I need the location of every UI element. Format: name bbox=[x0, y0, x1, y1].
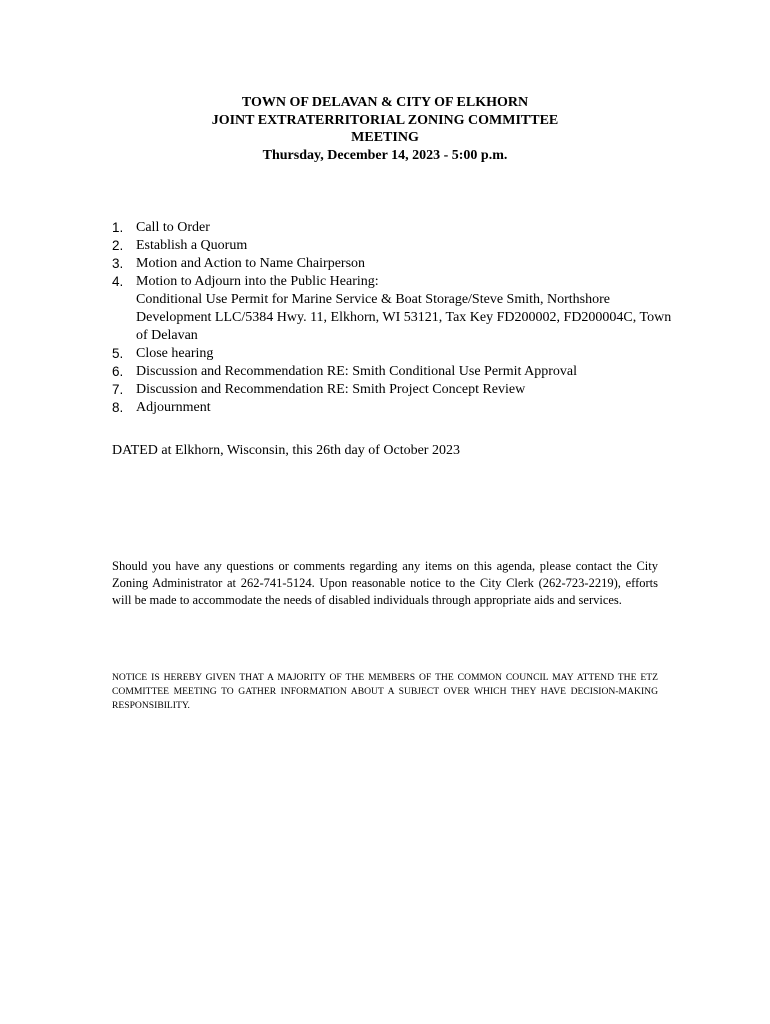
agenda-item bbox=[112, 273, 672, 345]
agenda-item bbox=[112, 237, 672, 255]
agenda-item-text: Motion to Adjourn into the Public Hearing: bbox=[136, 274, 379, 289]
dated-statement: DATED at Elkhorn, Wisconsin, this 26th day of October 2023 bbox=[112, 443, 460, 458]
agenda-item bbox=[112, 345, 672, 363]
agenda-item-text: Motion and Action to Name Chairperson bbox=[136, 256, 366, 271]
agenda-item-detail: Conditional Use Permit for Marine Service & Boat Storage/Steve Smith, Northshore Development LLC/5384 Hwy. 11, Elkhorn, WI 53121, Tax Key FD200002, FD200004C, Town of Delavan bbox=[136, 292, 672, 343]
agenda-item-text: Call to Order bbox=[136, 220, 210, 235]
agenda-item bbox=[112, 219, 672, 237]
header-committee: JOINT EXTRATERRITORIAL ZONING COMMITTEE bbox=[211, 112, 559, 128]
council-notice: NOTICE IS HEREBY GIVEN THAT A MAJORITY OF THE MEMBERS OF THE COMMON COUNCIL MAY ATTEND THE ETZ COMMITTEE MEETING TO GATHER INFORMATION ABOUT A SUBJECT OVER WHICH THEY HAVE DECISION-MAKING RESPONSIBILITY. bbox=[112, 672, 658, 711]
agenda-item-text: Discussion and Recommendation RE: Smith Conditional Use Permit Approval bbox=[136, 364, 577, 379]
agenda-item-number: 2. bbox=[112, 238, 124, 253]
agenda-list bbox=[112, 219, 672, 417]
agenda-item-text: Adjournment bbox=[136, 400, 211, 415]
agenda-item-text: Close hearing bbox=[136, 346, 214, 361]
agenda-item bbox=[112, 399, 672, 417]
header-municipalities: TOWN OF DELAVAN & CITY OF ELKHORN bbox=[241, 95, 529, 110]
agenda-item-number: 7. bbox=[112, 382, 124, 397]
agenda-item-number: 8. bbox=[112, 400, 124, 415]
header-date-time: Thursday, December 14, 2023 - 5:00 p.m. bbox=[262, 147, 508, 163]
agenda-item bbox=[112, 363, 672, 381]
accessibility-notice: Should you have any questions or comments regarding any items on this agenda, please contact the City Zoning Administrator at 262-741-5124. Upon reasonable notice to the City Clerk (262-723-2219), efforts will be made to accommodate the needs of disabled individuals through appropriate aids and services. bbox=[112, 559, 658, 607]
header-meeting: MEETING bbox=[351, 130, 419, 145]
agenda-item-number: 4. bbox=[112, 274, 124, 289]
agenda-item bbox=[112, 381, 672, 399]
agenda-item-content bbox=[136, 273, 672, 345]
agenda-item-number: 6. bbox=[112, 364, 124, 379]
agenda-item bbox=[112, 255, 672, 273]
agenda-item-number: 5. bbox=[112, 346, 124, 361]
agenda-item-number: 1. bbox=[112, 220, 124, 235]
meeting-header bbox=[0, 94, 770, 164]
agenda-item-number: 3. bbox=[112, 256, 124, 271]
agenda-item-text: Discussion and Recommendation RE: Smith Project Concept Review bbox=[136, 382, 526, 397]
agenda-item-text: Establish a Quorum bbox=[136, 238, 248, 253]
